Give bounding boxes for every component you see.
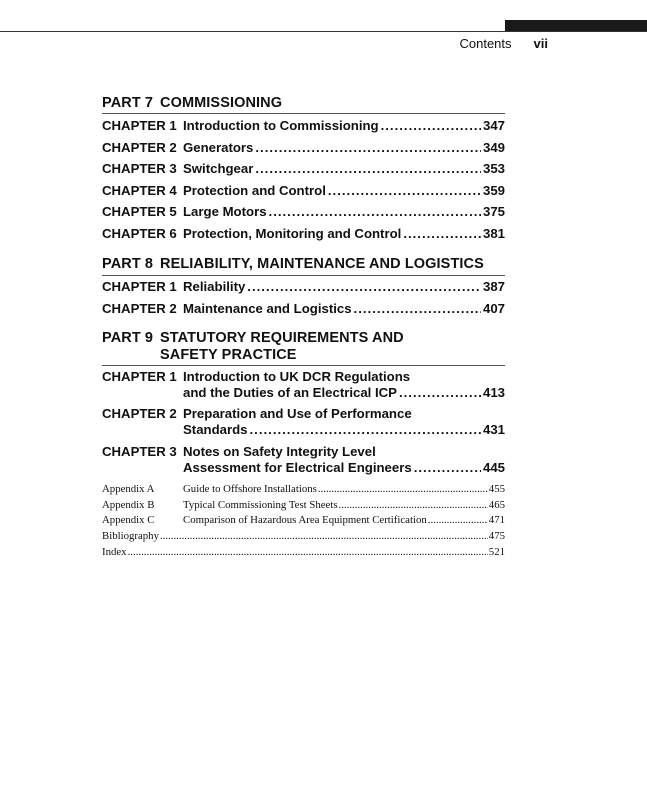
chapter-title[interactable]: Preparation and Use of Performance (183, 406, 412, 421)
back-matter-title[interactable]: Bibliography (102, 530, 159, 542)
part-number: PART 9 (102, 330, 154, 346)
dot-leader (160, 530, 488, 542)
dot-leader (318, 483, 488, 495)
chapter-label: CHAPTER 2 (102, 140, 177, 155)
chapter-title[interactable]: Generators (183, 140, 254, 155)
chapter-label: CHAPTER 1 (102, 279, 177, 294)
part-title-line: STATUTORY REQUIREMENTS AND (160, 330, 404, 346)
chapter-title-line[interactable] (183, 118, 505, 133)
chapter-label: CHAPTER 3 (102, 444, 177, 459)
dot-leader (128, 546, 488, 558)
chapter-label: CHAPTER 4 (102, 183, 177, 198)
chapter-title[interactable]: Large Motors (183, 204, 267, 219)
chapter-title-line[interactable] (183, 406, 505, 421)
chapter-title-line[interactable] (183, 369, 505, 384)
chapter-title-line[interactable] (183, 226, 505, 241)
chapter-title[interactable]: Introduction to Commissioning (183, 118, 379, 133)
chapter-title[interactable]: Protection and Control (183, 183, 326, 198)
chapter-label: CHAPTER 1 (102, 118, 177, 133)
part-number: PART 8 (102, 256, 154, 272)
dot-leader (381, 118, 481, 133)
dot-leader (328, 183, 481, 198)
back-matter-title[interactable]: Index (102, 546, 127, 558)
chapter-label: CHAPTER 5 (102, 204, 177, 219)
chapter-page-number[interactable]: 359 (482, 183, 505, 198)
dot-leader (250, 422, 481, 437)
dot-leader (414, 460, 481, 475)
chapter-title-line[interactable] (183, 385, 505, 400)
part-rule (102, 275, 505, 276)
chapter-title[interactable]: Maintenance and Logistics (183, 301, 352, 316)
chapter-title-line[interactable] (183, 279, 505, 294)
dot-leader (247, 279, 481, 294)
part-title-line: COMMISSIONING (160, 95, 283, 111)
part-title-line: SAFETY PRACTICE (160, 347, 297, 363)
dot-leader (403, 226, 481, 241)
chapter-title[interactable]: Assessment for Electrical Engineers (183, 460, 412, 475)
chapter-page-number[interactable]: 431 (482, 422, 505, 437)
appendix-label: Appendix C (102, 514, 155, 526)
chapter-title-line[interactable] (183, 422, 505, 437)
back-matter-line[interactable] (102, 546, 505, 558)
chapter-page-number[interactable]: 387 (482, 279, 505, 294)
part-number: PART 7 (102, 95, 154, 111)
chapter-page-number[interactable]: 381 (482, 226, 505, 241)
chapter-title-line[interactable] (183, 204, 505, 219)
part-title (160, 256, 484, 273)
part-rule (102, 365, 505, 366)
part-rule (102, 113, 505, 114)
dot-leader (399, 385, 481, 400)
chapter-page-number[interactable]: 413 (482, 385, 505, 400)
dot-leader (269, 204, 481, 219)
chapter-title-line[interactable] (183, 460, 505, 475)
appendix-title[interactable]: Comparison of Hazardous Area Equipment Certification (183, 514, 427, 526)
appendix-page-number[interactable]: 471 (488, 514, 505, 526)
part-title (160, 330, 404, 364)
chapter-label: CHAPTER 1 (102, 369, 177, 384)
dot-leader (255, 140, 481, 155)
chapter-title-line[interactable] (183, 301, 505, 316)
dot-leader (255, 161, 481, 176)
appendix-line[interactable] (183, 499, 505, 511)
appendix-line[interactable] (183, 483, 505, 495)
appendix-page-number[interactable]: 455 (488, 483, 505, 495)
back-matter-line[interactable] (102, 530, 505, 542)
chapter-title-line[interactable] (183, 444, 505, 459)
chapter-page-number[interactable]: 349 (482, 140, 505, 155)
chapter-label: CHAPTER 2 (102, 301, 177, 316)
back-matter-page-number[interactable]: 521 (488, 546, 505, 558)
chapter-label: CHAPTER 3 (102, 161, 177, 176)
dot-leader (339, 499, 488, 511)
chapter-title[interactable]: Reliability (183, 279, 246, 294)
appendix-page-number[interactable]: 465 (488, 499, 505, 511)
chapter-title-line[interactable] (183, 140, 505, 155)
running-head-title: Contents (459, 36, 512, 51)
chapter-title-line[interactable] (183, 161, 505, 176)
appendix-label: Appendix B (102, 499, 155, 511)
part-title-line: RELIABILITY, MAINTENANCE AND LOGISTICS (160, 256, 484, 272)
chapter-label: CHAPTER 2 (102, 406, 177, 421)
chapter-page-number[interactable]: 407 (482, 301, 505, 316)
chapter-title[interactable]: Protection, Monitoring and Control (183, 226, 402, 241)
dot-leader (354, 301, 481, 316)
chapter-title[interactable]: and the Duties of an Electrical ICP (183, 385, 397, 400)
chapter-page-number[interactable]: 347 (482, 118, 505, 133)
chapter-page-number[interactable]: 445 (482, 460, 505, 475)
dot-leader (428, 514, 488, 526)
back-matter-page-number[interactable]: 475 (488, 530, 505, 542)
chapter-title[interactable]: Introduction to UK DCR Regulations (183, 369, 411, 384)
chapter-label: CHAPTER 6 (102, 226, 177, 241)
header-rule (0, 31, 647, 32)
chapter-title-line[interactable] (183, 183, 505, 198)
chapter-title[interactable]: Switchgear (183, 161, 254, 176)
chapter-title[interactable]: Standards (183, 422, 248, 437)
chapter-title[interactable]: Notes on Safety Integrity Level (183, 444, 376, 459)
chapter-page-number[interactable]: 353 (482, 161, 505, 176)
running-head (0, 36, 548, 51)
appendix-title[interactable]: Guide to Offshore Installations (183, 483, 317, 495)
page-number: vii (533, 36, 548, 51)
appendix-line[interactable] (183, 514, 505, 526)
appendix-label: Appendix A (102, 483, 155, 495)
part-title (160, 95, 282, 112)
appendix-title[interactable]: Typical Commissioning Test Sheets (183, 499, 338, 511)
chapter-page-number[interactable]: 375 (482, 204, 505, 219)
